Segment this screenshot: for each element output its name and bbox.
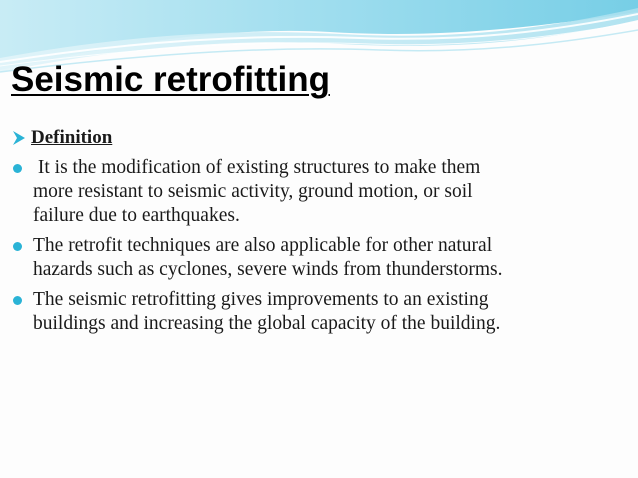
bullet-text-line: more resistant to seismic activity, ground motion, or soil (33, 181, 473, 202)
bullet-text-line: It is the modification of existing structures to make them (33, 157, 481, 178)
definition-heading (12, 126, 612, 150)
bullet-text-line: failure due to earthquakes. (33, 205, 240, 226)
bullet-text-line: hazards such as cyclones, severe winds from thunderstorms. (33, 259, 503, 280)
bullet-text-line: buildings and increasing the global capacity of the building. (33, 313, 501, 334)
arrow-bullet-icon (12, 130, 26, 146)
bullet-dot-icon (13, 242, 22, 251)
bullet-item (12, 156, 612, 228)
bullet-item (12, 288, 612, 336)
bullet-dot-icon (13, 296, 22, 305)
bullet-text-line: The retrofit techniques are also applicable for other natural (33, 235, 493, 256)
definition-label: Definition (31, 127, 113, 148)
bullet-item (12, 234, 612, 282)
bullet-dot-icon (13, 164, 22, 173)
bullet-text-line: The seismic retrofitting gives improvements to an existing (33, 289, 489, 310)
slide-title: Seismic retrofitting (11, 60, 330, 99)
slide-content (12, 126, 612, 336)
